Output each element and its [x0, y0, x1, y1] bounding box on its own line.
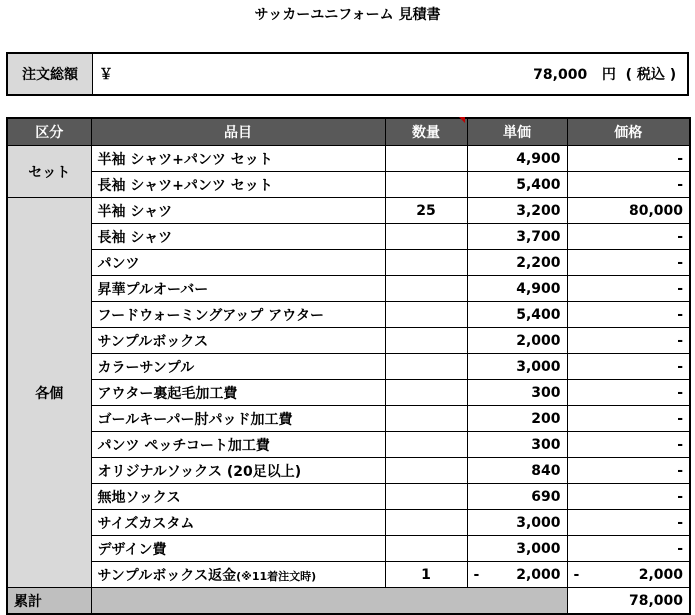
price-value: - [677, 358, 683, 375]
summary-value[interactable]: 78,000 [567, 588, 690, 615]
unit-price-cell[interactable] [467, 432, 567, 458]
unit-price-value: 690 [531, 488, 561, 505]
price-value: - [677, 384, 683, 401]
price-cell[interactable] [567, 146, 690, 172]
item-name: サイズカスタム [97, 515, 195, 532]
table-row [7, 302, 690, 328]
unit-price-cell[interactable] [467, 406, 567, 432]
price-value: - [677, 332, 683, 349]
price-cell[interactable] [567, 458, 690, 484]
unit-price-value: 2,000 [516, 566, 561, 583]
item-name: パンツ ペッチコート加工費 [97, 437, 270, 454]
item-cell[interactable] [91, 276, 385, 302]
comment-marker-icon [459, 117, 465, 123]
unit-price-cell[interactable] [467, 250, 567, 276]
order-total-table [6, 52, 689, 96]
summary-blank [91, 588, 567, 615]
unit-price-value: 300 [531, 436, 561, 453]
table-row [7, 406, 690, 432]
qty-cell[interactable]: 25 [385, 198, 467, 224]
qty-cell[interactable] [385, 224, 467, 250]
header-qty: 数量 [385, 118, 467, 146]
qty-cell[interactable] [385, 380, 467, 406]
unit-price-value: 3,000 [516, 358, 561, 375]
table-row [7, 354, 690, 380]
price-cell[interactable] [567, 536, 690, 562]
item-cell[interactable] [91, 510, 385, 536]
table-row [7, 146, 690, 172]
table-row [7, 380, 690, 406]
item-cell[interactable] [91, 432, 385, 458]
price-value: - [677, 254, 683, 271]
unit-price-value: 5,400 [516, 176, 561, 193]
item-name: パンツ [97, 255, 140, 272]
price-value: - [677, 228, 683, 245]
table-row [7, 484, 690, 510]
header-unit-price: 単価 [467, 118, 567, 146]
item-cell[interactable] [91, 406, 385, 432]
table-row [7, 250, 690, 276]
unit-price-value: 3,000 [516, 514, 561, 531]
price-value: 2,000 [638, 566, 683, 583]
item-name: ゴールキーパー肘パッド加工費 [97, 411, 293, 428]
item-name: 昇華プルオーバー [97, 281, 209, 298]
qty-cell[interactable] [385, 276, 467, 302]
price-cell[interactable] [567, 172, 690, 198]
item-cell[interactable] [91, 536, 385, 562]
unit-price-value: 840 [531, 462, 561, 479]
order-total-label: 注文総額 [7, 53, 93, 95]
item-name: カラーサンプル [97, 359, 195, 376]
qty-cell[interactable] [385, 484, 467, 510]
price-value: 80,000 [628, 202, 683, 219]
order-total-amount: 78,000 [533, 67, 588, 83]
document-title: サッカーユニフォーム 見積書 [254, 7, 441, 23]
table-row [7, 432, 690, 458]
item-cell[interactable] [91, 250, 385, 276]
unit-price-cell[interactable] [467, 146, 567, 172]
price-cell[interactable] [567, 302, 690, 328]
qty-cell[interactable] [385, 354, 467, 380]
order-total-unit: 円 [601, 67, 616, 83]
item-name: 無地ソックス [97, 489, 181, 506]
minus-sign: - [473, 566, 480, 583]
order-total-value-cell[interactable] [93, 53, 689, 95]
price-cell[interactable] [567, 562, 690, 588]
price-cell[interactable] [567, 406, 690, 432]
price-value: - [677, 410, 683, 427]
item-cell[interactable] [91, 484, 385, 510]
price-value: - [677, 306, 683, 323]
summary-row [7, 588, 690, 615]
table-row [7, 510, 690, 536]
currency-symbol: ￥ [99, 67, 113, 83]
unit-price-cell[interactable] [467, 198, 567, 224]
minus-sign: - [573, 566, 580, 583]
table-row [7, 224, 690, 250]
unit-price-value: 2,200 [516, 254, 561, 271]
item-cell[interactable] [91, 328, 385, 354]
item-cell[interactable] [91, 562, 385, 588]
unit-price-value: 200 [531, 410, 561, 427]
header-price: 価格 [567, 118, 690, 146]
table-row [7, 458, 690, 484]
price-cell[interactable] [567, 198, 690, 224]
unit-price-cell[interactable] [467, 354, 567, 380]
qty-cell[interactable] [385, 510, 467, 536]
price-cell[interactable] [567, 510, 690, 536]
unit-price-cell[interactable] [467, 510, 567, 536]
qty-cell[interactable] [385, 172, 467, 198]
price-cell[interactable] [567, 484, 690, 510]
unit-price-cell[interactable] [467, 302, 567, 328]
unit-price-value: 4,900 [516, 150, 561, 167]
item-cell[interactable] [91, 224, 385, 250]
price-value: - [677, 488, 683, 505]
item-name: 半袖 シャツ [97, 203, 173, 220]
table-row [7, 172, 690, 198]
price-value: - [677, 462, 683, 479]
header-category: 区分 [7, 118, 91, 146]
unit-price-cell[interactable] [467, 380, 567, 406]
unit-price-value: 300 [531, 384, 561, 401]
item-name: フードウォーミングアップ アウター [97, 307, 324, 324]
item-cell[interactable] [91, 458, 385, 484]
item-name: 半袖 シャツ+パンツ セット [97, 151, 273, 168]
item-name: 長袖 シャツ [97, 229, 173, 246]
qty-cell[interactable]: 1 [385, 562, 467, 588]
qty-cell[interactable] [385, 302, 467, 328]
table-row [7, 562, 690, 588]
unit-price-value: 4,900 [516, 280, 561, 297]
price-value: - [677, 540, 683, 557]
table-row [7, 198, 690, 224]
price-value: - [677, 280, 683, 297]
table-row [7, 328, 690, 354]
price-cell[interactable] [567, 276, 690, 302]
price-cell[interactable] [567, 224, 690, 250]
price-cell[interactable] [567, 380, 690, 406]
item-name: デザイン費 [97, 541, 167, 558]
unit-price-cell[interactable] [467, 224, 567, 250]
order-total-tax-note: ( 税込 ) [625, 67, 677, 83]
item-cell[interactable] [91, 146, 385, 172]
unit-price-cell[interactable] [467, 328, 567, 354]
price-cell[interactable] [567, 354, 690, 380]
qty-cell[interactable] [385, 536, 467, 562]
price-cell[interactable] [567, 250, 690, 276]
unit-price-value: 3,200 [516, 202, 561, 219]
item-name: サンプルボックス返金 [97, 567, 237, 584]
qty-cell[interactable] [385, 406, 467, 432]
item-name: オリジナルソックス (20足以上) [97, 463, 302, 480]
item-cell[interactable] [91, 354, 385, 380]
table-row [7, 536, 690, 562]
unit-price-cell[interactable] [467, 172, 567, 198]
price-value: - [677, 514, 683, 531]
unit-price-cell[interactable] [467, 484, 567, 510]
unit-price-value: 3,000 [516, 540, 561, 557]
order-total-amount-group [533, 64, 681, 84]
qty-cell[interactable] [385, 458, 467, 484]
unit-price-cell[interactable] [467, 536, 567, 562]
price-cell[interactable] [567, 432, 690, 458]
item-cell[interactable] [91, 302, 385, 328]
qty-cell[interactable] [385, 328, 467, 354]
header-item: 品目 [91, 118, 385, 146]
qty-cell[interactable] [385, 146, 467, 172]
header-row [7, 118, 690, 146]
estimate-table [6, 117, 691, 615]
qty-cell[interactable] [385, 432, 467, 458]
summary-label: 累計 [7, 588, 91, 615]
table-row [7, 276, 690, 302]
item-name: アウター裏起毛加工費 [97, 385, 238, 402]
unit-price-cell[interactable] [467, 562, 567, 588]
item-name: サンプルボックス [97, 333, 209, 350]
price-value: - [677, 150, 683, 167]
item-cell[interactable] [91, 172, 385, 198]
unit-price-cell[interactable] [467, 276, 567, 302]
qty-cell[interactable] [385, 250, 467, 276]
category-cell: セット [7, 146, 91, 198]
unit-price-cell[interactable] [467, 458, 567, 484]
price-value: - [677, 436, 683, 453]
category-cell: 各個 [7, 198, 91, 588]
item-cell[interactable] [91, 380, 385, 406]
price-cell[interactable] [567, 328, 690, 354]
unit-price-value: 5,400 [516, 306, 561, 323]
item-name: 長袖 シャツ+パンツ セット [97, 177, 273, 194]
unit-price-value: 2,000 [516, 332, 561, 349]
item-cell[interactable] [91, 198, 385, 224]
item-note: (※11着注文時) [236, 569, 317, 583]
unit-price-value: 3,700 [516, 228, 561, 245]
price-value: - [677, 176, 683, 193]
